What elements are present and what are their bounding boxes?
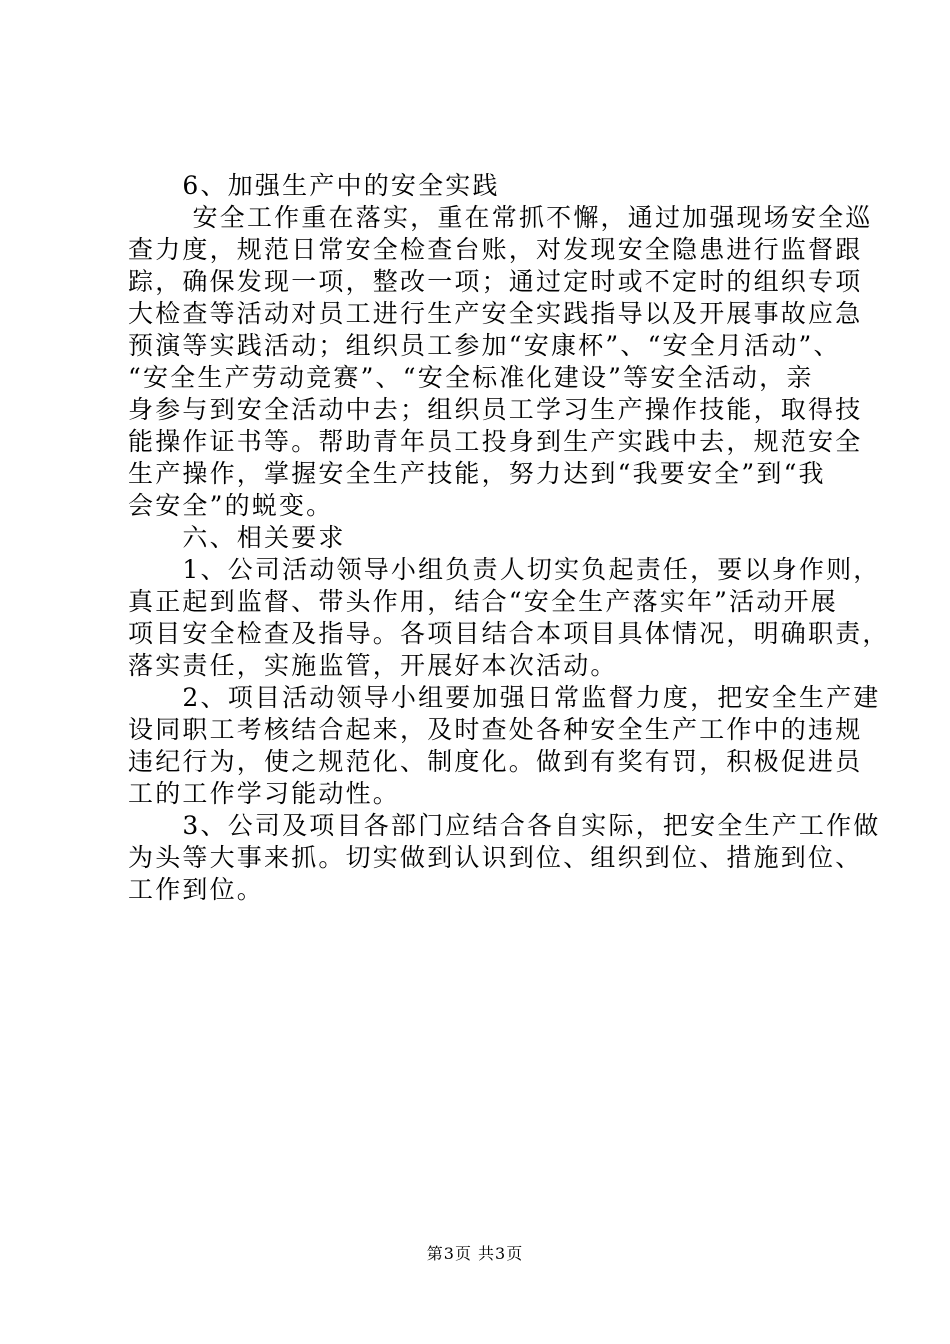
paragraph-line: 预演等实践活动；组织员工参加“安康杯”、“安全月活动”、 [128, 331, 841, 360]
paragraph-line: 设同职工考核结合起来，及时查处各种安全生产工作中的违规 [128, 715, 863, 744]
paragraph-line: 工的工作学习能动性。 [128, 779, 401, 808]
paragraph-line: 3、公司及项目各部门应结合各自实际，把安全生产工作做 [128, 811, 881, 840]
paragraph-line: 违纪行为，使之规范化、制度化。做到有奖有罚，积极促进员 [128, 747, 863, 776]
paragraph-line: 生产操作，掌握安全生产技能，努力达到“我要安全”到“我 [128, 459, 826, 488]
paragraph-line: 查力度，规范日常安全检查台账，对发现安全隐患进行监督跟 [128, 235, 863, 264]
section-heading: 六、相关要求 [128, 523, 346, 552]
paragraph-line: 2、项目活动领导小组要加强日常监督力度，把安全生产建 [128, 683, 881, 712]
paragraph-line: 工作到位。 [128, 875, 265, 904]
paragraph-line: 身参与到安全活动中去；组织员工学习生产操作技能，取得技 [128, 395, 863, 424]
paragraph-line: 真正起到监督、带头作用，结合“安全生产落实年”活动开展 [128, 587, 838, 616]
section-heading: 6、加强生产中的安全实践 [128, 171, 500, 200]
paragraph-line: 安全工作重在落实，重在常抓不懈，通过加强现场安全巡 [128, 203, 873, 232]
paragraph-line: 项目安全检查及指导。各项目结合本项目具体情况，明确职责， [128, 619, 890, 648]
paragraph-line: 1、公司活动领导小组负责人切实负起责任，要以身作则， [128, 555, 881, 584]
paragraph-line: 为头等大事来抓。切实做到认识到位、组织到位、措施到位、 [128, 843, 863, 872]
document-body [128, 170, 890, 906]
paragraph-line: “安全生产劳动竞赛”、“安全标准化建设”等安全活动，亲 [128, 363, 814, 392]
paragraph-line: 踪，确保发现一项，整改一项；通过定时或不定时的组织专项 [128, 267, 863, 296]
paragraph-line: 落实责任，实施监管，开展好本次活动。 [128, 651, 618, 680]
paragraph-line: 大检查等活动对员工进行生产安全实践指导以及开展事故应急 [128, 299, 863, 328]
page-number: 第3页 共3页 [426, 1244, 524, 1263]
paragraph-line: 能操作证书等。帮助青年员工投身到生产实践中去，规范安全 [128, 427, 863, 456]
paragraph-line: 会安全”的蜕变。 [128, 491, 334, 520]
